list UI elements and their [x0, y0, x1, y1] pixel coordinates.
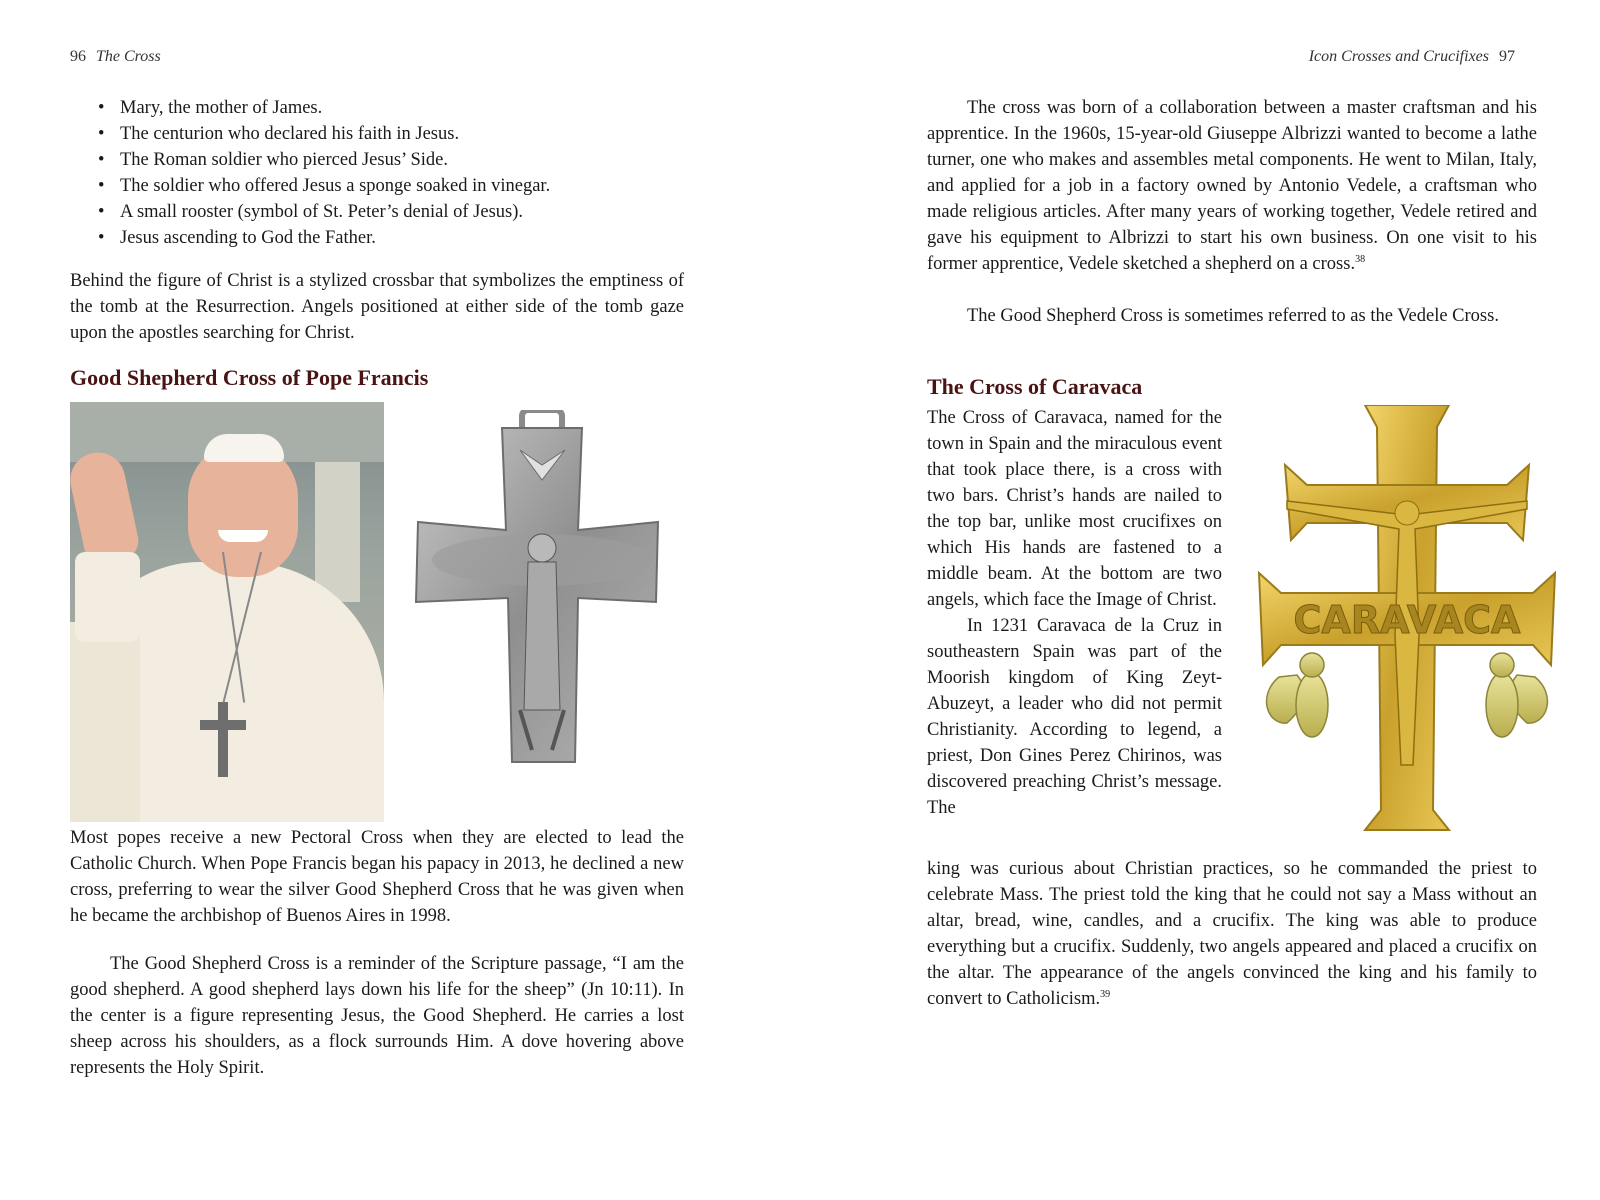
- right-running-head: [1309, 48, 1515, 66]
- paragraph-pectoral-cross: Most popes receive a new Pectoral Cross when they are elected to lead the Catholic Church. When Pope Francis began his papacy in 2013, he declined a new cross, preferring to wear the silver Good Shepherd Cross that he was given when he became the archbishop of Buenos Aires in 1998.: [70, 828, 684, 926]
- pope-francis-photo: [70, 402, 384, 822]
- right-running-title: Icon Crosses and Crucifixes: [1308, 48, 1489, 65]
- bullet-list: [70, 95, 684, 251]
- caravaca-text-column: [927, 405, 1222, 821]
- list-item: • A small rooster (symbol of St. Peter’s denial of Jesus).: [70, 199, 684, 225]
- paragraph-1231-start: In 1231 Caravaca de la Cruz in southeastern Spain was part of the Moorish kingdom of King Zeyt-Abuzeyt, a leader who did not permit Christianity. According to legend, a priest, Don Gines Perez Chirinos, was discovered preaching Christ’s message. The: [927, 616, 1222, 818]
- list-item: • The centurion who declared his faith in Jesus.: [70, 121, 684, 147]
- section-heading-good-shepherd: Good Shepherd Cross of Pope Francis: [70, 365, 429, 390]
- list-item: • Jesus ascending to God the Father.: [70, 225, 684, 251]
- right-page: [800, 0, 1600, 1200]
- left-running-head: [70, 48, 161, 66]
- list-item: • The Roman soldier who pierced Jesus’ Side.: [70, 147, 684, 173]
- left-page-number: 96: [70, 48, 86, 65]
- paragraph-collaboration: [927, 95, 1537, 277]
- paragraph-caravaca: The Cross of Caravaca, named for the town in Spain and the miraculous event that took place there, is a cross with two bars. Christ’s hands are nailed to the top bar, unlike most crucifixes on which His hands are fastened to a middle beam. At the bottom are two angels, which face the Image of Christ.: [927, 408, 1222, 610]
- footnote-ref-39: 39: [1100, 988, 1111, 1000]
- list-item: • The soldier who offered Jesus a sponge soaked in vinegar.: [70, 173, 684, 199]
- caravaca-cross-image: [1257, 405, 1557, 845]
- paragraph-1231-continued-text: king was curious about Christian practices, so he commanded the priest to celebrate Mass. The priest told the king that he could not say a Mass without an altar, bread, wine, candles, and a crucifix. The king was able to produce everything but a crucifix. Suddenly, two angels appeared and placed a crucifix on the altar. The appearance of the angels convinced the king and his family to convert to Catholicism.: [927, 859, 1537, 1009]
- paragraph-crossbar: Behind the figure of Christ is a stylized crossbar that symbolizes the emptiness of the tomb at the Resurrection. Angels positioned at either side of the tomb gaze upon the apostles searching for Christ.: [70, 271, 684, 343]
- footnote-ref-38: 38: [1355, 253, 1366, 265]
- right-page-number: 97: [1499, 48, 1515, 65]
- paragraph-scripture: The Good Shepherd Cross is a reminder of the Scripture passage, “I am the good shepherd. A good shepherd lays down his life for the sheep” (Jn 10:11). In the center is a figure representing Jesus, the Good Shepherd. He carries a lost sheep across his shoulders, as a flock surrounds Him. A dove hovering above represents the Holy Spirit.: [70, 954, 684, 1078]
- paragraph-collaboration-text: The cross was born of a collaboration between a master craftsman and his apprentice. In the 1960s, 15-year-old Giuseppe Albrizzi wanted to become a lathe turner, one who makes and assembles metal components. He went to Milan, Italy, and applied for a job in a factory owned by Antonio Vedele, a craftsman who made religious articles. After many years of working together, Vedele retired and gave his equipment to Albrizzi to start his own business. On one visit to his former apprentice, Vedele sketched a shepherd on a cross.: [927, 98, 1537, 274]
- paragraph-1231-continued: [927, 856, 1537, 1012]
- paragraph-vedele: The Good Shepherd Cross is sometimes referred to as the Vedele Cross.: [967, 306, 1499, 326]
- section-heading-caravaca: The Cross of Caravaca: [927, 374, 1143, 399]
- caravaca-inscription: CARAVACA: [1293, 598, 1521, 642]
- list-item: • Mary, the mother of James.: [70, 95, 684, 121]
- good-shepherd-cross-image: [410, 410, 680, 770]
- left-running-title: The Cross: [96, 48, 161, 65]
